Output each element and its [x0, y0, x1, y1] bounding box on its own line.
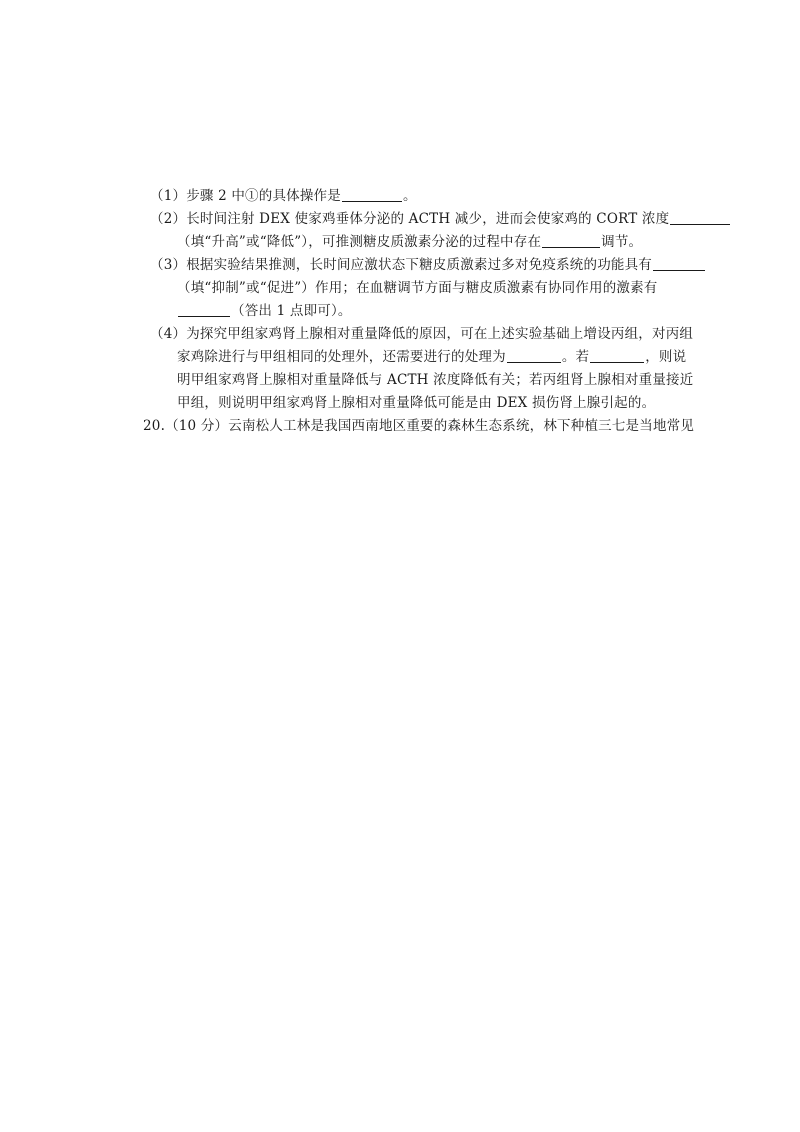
q19-part2-cont: （填“升高”或“降低”），可推测糖皮质激素分泌的过程中存在 调节。 [177, 234, 643, 250]
answer-blank [542, 233, 600, 248]
answer-blank [590, 348, 644, 363]
answer-blank [178, 302, 230, 317]
answer-blank [653, 256, 705, 271]
q19-part1: （1）步骤 2 中①的具体操作是 。 [150, 188, 417, 204]
answer-blank [342, 187, 402, 202]
q19-part3-cont: （填“抑制”或“促进”）作用；在血糖调节方面与糖皮质激素有协同作用的激素有 [177, 280, 658, 296]
q19-part2: （2）长时间注射 DEX 使家鸡垂体分泌的 ACTH 减少，进而会使家鸡的 CORT 浓度 [150, 209, 731, 229]
q19-part3-cont2: （答出 1 点即可）。 [177, 301, 352, 321]
q19-part4-cont2: 明甲组家鸡肾上腺相对重量降低与 ACTH 浓度降低有关；若丙组肾上腺相对重量接近 [177, 372, 694, 388]
q19-part4-cont: 家鸡除进行与甲组相同的处理外，还需要进行的处理为 。若 ，则说 [177, 349, 687, 365]
q19-part4-cont3: 甲组，则说明甲组家鸡肾上腺相对重量降低可能是由 DEX 损伤肾上腺引起的。 [177, 395, 656, 411]
q19-part4: （4）为探究甲组家鸡肾上腺相对重量降低的原因，可在上述实验基础上增设丙组，对丙组 [150, 326, 694, 342]
q19-part3: （3）根据实验结果推测，长时间应激状态下糖皮质激素过多对免疫系统的功能具有 [150, 255, 706, 275]
answer-blank [507, 348, 561, 363]
q20-heading: 20.（10 分）云南松人工林是我国西南地区重要的森林生态系统，林下种植三七是当地常见 [143, 418, 695, 434]
answer-blank [670, 210, 730, 225]
